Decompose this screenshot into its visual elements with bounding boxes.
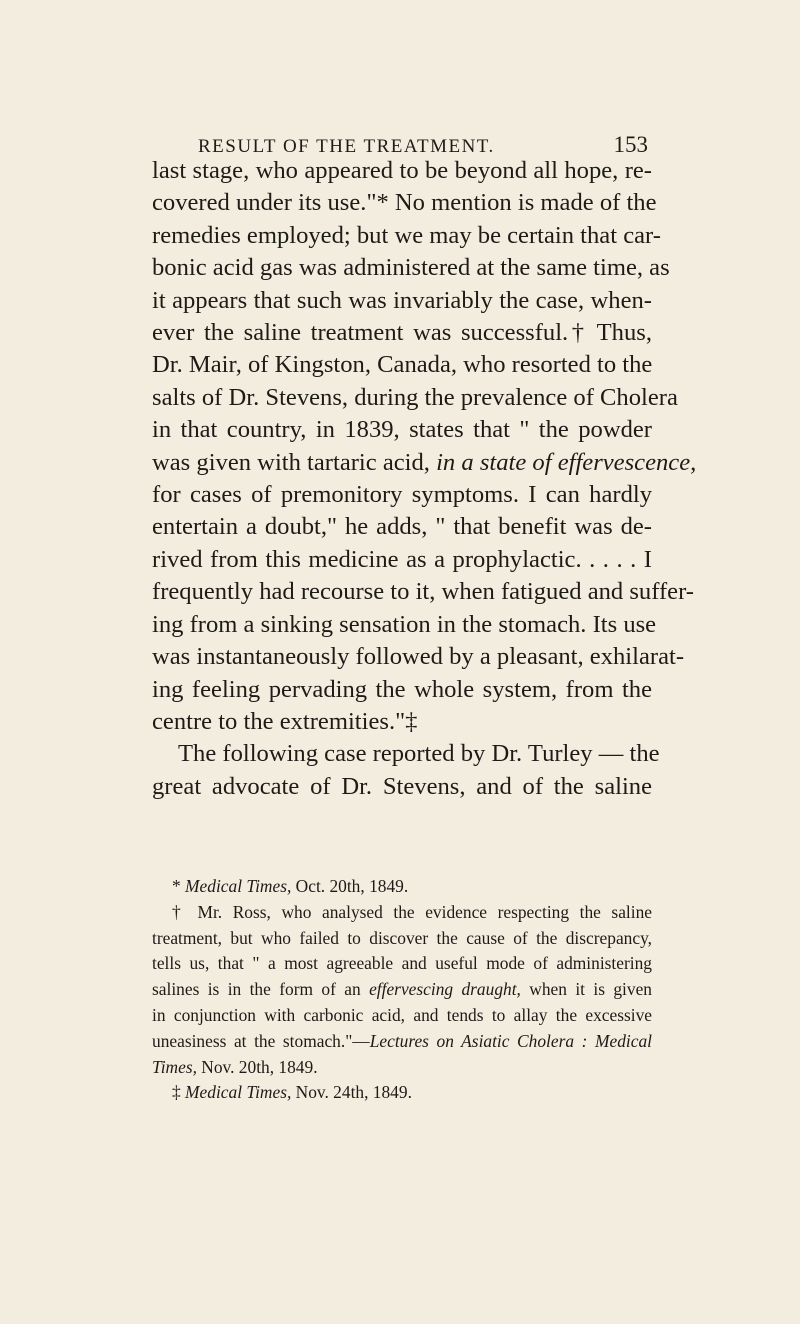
text-line: The following case reported by Dr. Turley — the <box>178 740 660 768</box>
text-segment: Nov. 24th, 1849. <box>291 1082 412 1103</box>
text-line: frequently had recourse to it, when fatigued and suffer- <box>152 578 694 606</box>
text-line: covered under its use."* No mention is made of the <box>152 189 657 217</box>
text-line: last stage, who appeared to be beyond all hope, re- <box>152 157 652 184</box>
text-line: ing from a sinking sensation in the stomach. Its use <box>152 610 657 638</box>
footnote-line: tells us, that " a most agreeable and useful mode of administering <box>152 953 652 974</box>
text-line: in that country, in 1839, states that " the powder <box>152 416 652 444</box>
emphasis: Lectures on Asiatic Cholera : Medical <box>369 1030 652 1051</box>
text-segment: uneasiness at the stomach."— <box>152 1030 370 1051</box>
text-line: remedies employed; but we may be certain that car- <box>152 221 661 249</box>
footnote-line <box>152 977 652 1003</box>
text-line: entertain a doubt," he adds, " that benefit was de- <box>152 513 652 541</box>
text-line: bonic acid gas was administered at the same time, as <box>152 254 670 282</box>
footnote <box>152 1080 652 1106</box>
running-head: RESULT OF THE TREATMENT. <box>198 136 495 157</box>
emphasis: in a state of effervescence, <box>436 448 697 476</box>
text-line: centre to the extremities."‡ <box>152 707 418 735</box>
page-number: 153 <box>613 132 648 157</box>
footnote-line <box>152 1029 652 1055</box>
footnote-line <box>152 1055 652 1081</box>
text-line: salts of Dr. Stevens, during the prevalence of Cholera <box>152 383 678 411</box>
text-line: was instantaneously followed by a pleasant, exhilarat- <box>152 643 685 671</box>
footnotes <box>152 874 652 1106</box>
text-segment: when it is given <box>520 979 652 1000</box>
text-segment: Oct. 20th, 1849. <box>291 876 409 896</box>
footnote <box>152 874 652 900</box>
text-segment: salines is in the form of an <box>152 979 370 1000</box>
footnote-mark: * <box>172 876 186 896</box>
text-segment: was given with tartaric acid, <box>152 448 437 476</box>
footnote-line: in conjunction with carbonic acid, and tends to allay the excessive <box>152 1004 652 1025</box>
footnote-line: treatment, but who failed to discover the cause of the discrepancy, <box>152 927 652 948</box>
emphasis: Medical Times, <box>185 876 292 896</box>
text-line: it appears that such was invariably the case, when- <box>152 286 652 314</box>
text-segment: Nov. 20th, 1849. <box>196 1056 318 1077</box>
emphasis: Medical Times, <box>185 1082 292 1103</box>
text-line: ing feeling pervading the whole system, from the <box>152 675 652 703</box>
body-text <box>152 155 697 803</box>
emphasis: Times, <box>152 1056 197 1077</box>
text-line: for cases of premonitory symptoms. I can hardly <box>152 481 652 509</box>
text-line: ever the saline treatment was successful.† Thus, <box>152 319 652 347</box>
text-line: rived from this medicine as a prophylactic. . . . . I <box>152 545 652 573</box>
text-line: Dr. Mair, of Kingston, Canada, who resorted to the <box>152 351 653 379</box>
footnote-mark: ‡ <box>172 1082 186 1103</box>
text-line <box>152 447 697 479</box>
text-line: great advocate of Dr. Stevens, and of the saline <box>152 772 652 800</box>
footnote-line: † Mr. Ross, who analysed the evidence respecting the saline <box>172 901 652 922</box>
emphasis: effervescing draught, <box>369 979 521 1000</box>
